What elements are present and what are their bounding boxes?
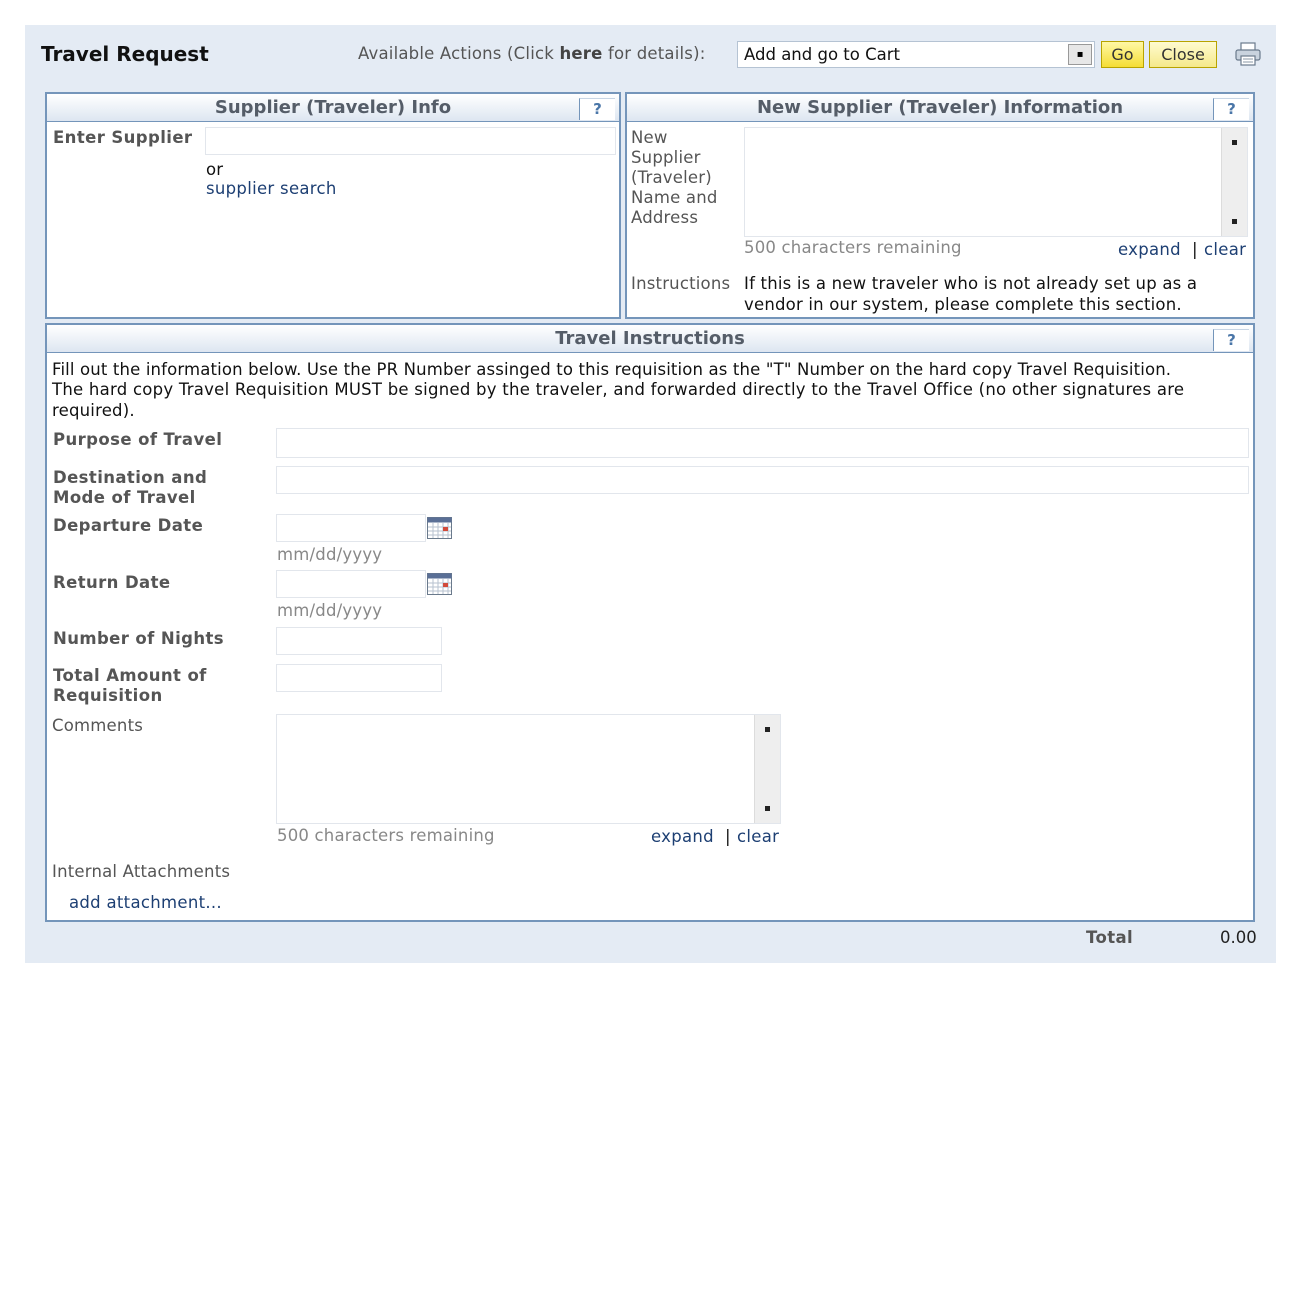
internal-attachments-label: Internal Attachments <box>52 862 231 881</box>
available-actions-label <box>358 44 705 63</box>
dropdown-arrow-icon[interactable]: ▪ <box>1068 44 1092 65</box>
comments-expand-link[interactable]: expand <box>651 827 714 846</box>
number-of-nights-label: Number of Nights <box>53 629 225 648</box>
chars-remaining-text: 500 characters remaining <box>744 238 962 257</box>
departure-date-format-hint: mm/dd/yyyy <box>277 545 383 564</box>
scroll-down-icon[interactable] <box>765 806 770 811</box>
travel-instructions-panel-header <box>47 325 1253 353</box>
printer-icon[interactable] <box>1234 42 1262 66</box>
label-line: (Traveler) <box>631 168 712 187</box>
or-text: or <box>206 160 224 179</box>
label-line: Supplier <box>631 148 701 167</box>
selected-action-value: Add and go to Cart <box>744 45 900 64</box>
scroll-down-icon[interactable] <box>1232 219 1237 224</box>
travel-intro-line2: The hard copy Travel Requisition MUST be signed by the traveler, and forwarded directly to the Travel Office (no other signatures are <box>52 380 1185 399</box>
purpose-of-travel-input[interactable] <box>276 428 1249 458</box>
label-line: Address <box>631 208 699 227</box>
close-button[interactable]: Close <box>1149 41 1217 68</box>
link-separator: | <box>725 827 731 846</box>
textarea-scrollbar[interactable] <box>1221 128 1247 236</box>
go-button[interactable]: Go <box>1101 41 1144 68</box>
actions-prefix-text: Available Actions (Click <box>358 44 560 63</box>
supplier-search-link[interactable]: supplier search <box>206 179 337 198</box>
help-icon[interactable]: ? <box>1213 98 1249 120</box>
label-line: Requisition <box>53 686 163 705</box>
new-supplier-title: New Supplier (Traveler) Information <box>756 97 1124 118</box>
instructions-text-line1: If this is a new traveler who is not already set up as a <box>744 274 1198 293</box>
return-date-format-hint: mm/dd/yyyy <box>277 601 383 620</box>
supplier-info-title: Supplier (Traveler) Info <box>214 97 452 118</box>
label-line: New <box>631 128 668 147</box>
return-date-input[interactable] <box>276 570 426 598</box>
page-title: Travel Request <box>41 42 209 66</box>
new-supplier-name-address-textarea[interactable] <box>744 127 1248 237</box>
enter-supplier-label: Enter Supplier <box>53 128 193 147</box>
destination-input[interactable] <box>276 466 1249 494</box>
purpose-of-travel-label: Purpose of Travel <box>53 430 223 449</box>
total-label: Total <box>1086 928 1134 947</box>
comments-textarea[interactable] <box>276 714 781 824</box>
number-of-nights-input[interactable] <box>276 627 442 655</box>
comments-clear-link[interactable]: clear <box>737 827 780 846</box>
help-icon[interactable]: ? <box>579 98 615 120</box>
total-amount-input[interactable] <box>276 664 442 692</box>
label-line: Name and <box>631 188 718 207</box>
instructions-text-line2: vendor in our system, please complete this section. <box>744 295 1182 314</box>
supplier-info-panel-header <box>47 94 619 122</box>
departure-date-input[interactable] <box>276 514 426 542</box>
comments-label: Comments <box>52 716 144 735</box>
label-line: Total Amount of <box>53 666 207 685</box>
label-line: Mode of Travel <box>53 488 196 507</box>
expand-link[interactable]: expand <box>1118 240 1181 259</box>
available-actions-select[interactable] <box>737 41 1095 68</box>
instructions-label: Instructions <box>631 274 731 293</box>
label-line: Destination and <box>53 468 208 487</box>
clear-link[interactable]: clear <box>1204 240 1247 259</box>
link-separator: | <box>1192 240 1198 259</box>
return-date-label: Return Date <box>53 573 171 592</box>
enter-supplier-input[interactable] <box>205 127 616 155</box>
calendar-icon[interactable] <box>427 517 452 539</box>
help-icon[interactable]: ? <box>1213 329 1249 351</box>
new-supplier-panel-header <box>627 94 1253 122</box>
scroll-up-icon[interactable] <box>765 727 770 732</box>
travel-intro-line1: Fill out the information below. Use the PR Number assinged to this requisition as the "T" Number on the hard copy Travel Requisition. <box>52 360 1172 379</box>
total-value: 0.00 <box>1220 928 1257 947</box>
departure-date-label: Departure Date <box>53 516 204 535</box>
add-attachment-link[interactable]: add attachment... <box>69 893 222 912</box>
travel-instructions-panel <box>45 323 1255 922</box>
actions-suffix-text: for details): <box>602 44 706 63</box>
scroll-up-icon[interactable] <box>1232 140 1237 145</box>
travel-intro-line3: required). <box>52 401 135 420</box>
actions-here-link[interactable]: here <box>559 44 603 63</box>
total-amount-label <box>53 666 207 706</box>
new-supplier-name-address-label <box>631 128 718 228</box>
comments-chars-remaining-text: 500 characters remaining <box>277 826 495 845</box>
calendar-icon[interactable] <box>427 573 452 595</box>
travel-instructions-title: Travel Instructions <box>555 328 745 349</box>
destination-label <box>53 468 207 508</box>
textarea-scrollbar[interactable] <box>754 715 780 823</box>
